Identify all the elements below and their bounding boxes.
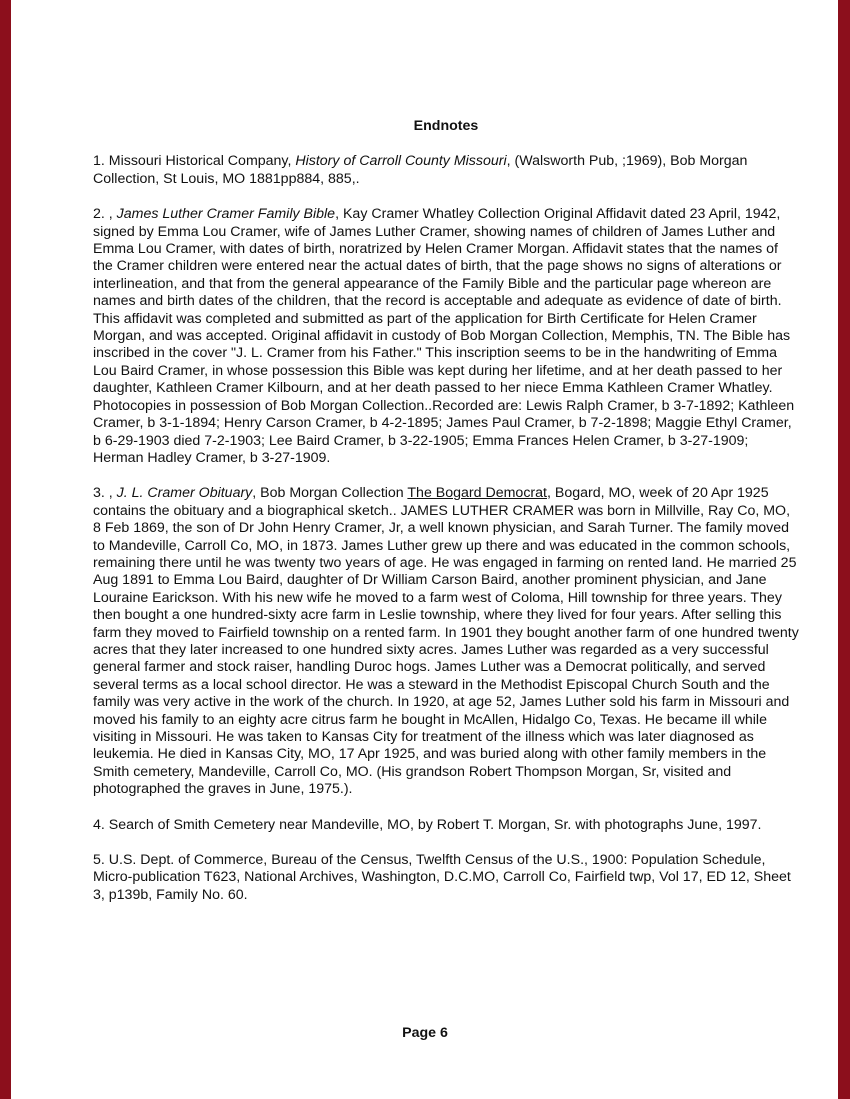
left-page-edge	[0, 0, 11, 1099]
endnote-4-text: 4. Search of Smith Cemetery near Mandeville, MO, by Robert T. Morgan, Sr. with photographs June, 1997.	[93, 816, 762, 833]
endnote-1	[93, 153, 799, 188]
endnote-1-lead: 1. Missouri Historical Company,	[93, 153, 296, 170]
endnote-3-mid: , Bob Morgan Collection	[252, 485, 408, 502]
endnote-3	[93, 485, 799, 798]
endnote-5-text: 5. U.S. Dept. of Commerce, Bureau of the Census, Twelfth Census of the U.S., 1900: Population Schedule, Micro-publication T623, National Archives, Washington, D.C.MO, Carroll Co, Fairfield twp, Vol 17, ED 12, Sheet 3, p139b, Family No. 60.	[93, 852, 791, 903]
endnote-2-title: James Luther Cramer Family Bible	[116, 206, 336, 223]
endnote-5	[93, 852, 799, 904]
endnote-3-rest: , Bogard, MO, week of 20 Apr 1925 contains the obituary and a biographical sketch.. JAMES LUTHER CRAMER was born in Millville, Ray Co, MO, 8 Feb 1869, the son of Dr John Henry Cramer, Jr, a well known physician, and Sarah Turner. The family moved to Mandeville, Carroll Co, MO, in 1873. James Luther grew up there and was educated in the common schools, remaining there until he was twenty two years of age. He was engaged in farming on rented land. He married 25 Aug 1891 to Emma Lou Baird, daughter of Dr William Carson Baird, another prominent physician, and Jane Louraine Earickson. With his new wife he moved to a farm west of Coloma, Hill township for three years. They then bought a one hundred-sixty acre farm in Leslie township, where they lived for four years. After selling this farm they moved to Fairfield township on a rented farm. In 1901 they bought another farm of one hundred twenty acres that they later increased to one hundred sixty acres. James Luther was regarded as a very successful general farmer and stock raiser, handling Duroc hogs. James Luther was a Democrat politically, and served several terms as a local school director. He was a steward in the Methodist Episcopal Church South and the family was very active in the work of the church. In 1920, at age 52, James Luther sold his farm in Missouri and moved his family to an eighty acre citrus farm he bought in McAllen, Hidalgo Co, Texas. He became ill while visiting in Missouri. He was taken to Kansas City for treatment of the illness which was later diagnosed as leukemia. He died in Kansas City, MO, 17 Apr 1925, and was buried along with other family members in the Smith cemetery, Mandeville, Carroll Co, MO. (His grandson Robert Thompson Morgan, Sr, visited and photographed the graves in June, 1975.).	[93, 485, 799, 798]
page-number: Page 6	[402, 1025, 448, 1041]
endnote-3-newspaper: The Bogard Democrat	[407, 485, 547, 502]
endnote-1-title: History of Carroll County Missouri	[295, 153, 507, 170]
right-page-edge	[838, 0, 850, 1099]
endnote-4	[93, 817, 799, 834]
endnote-3-title: J. L. Cramer Obituary	[116, 485, 253, 502]
endnote-3-lead: 3. ,	[93, 485, 117, 502]
endnote-2-lead: 2. ,	[93, 206, 117, 223]
endnote-2	[93, 206, 799, 467]
endnote-1-rest: , (Walsworth Pub, ;1969), Bob Morgan Collection, St Louis, MO 1881pp884, 885,.	[93, 153, 748, 187]
page-title: Endnotes	[413, 118, 479, 134]
endnote-2-rest: , Kay Cramer Whatley Collection Original Affidavit dated 23 April, 1942, signed by Emma Lou Cramer, wife of James Luther Cramer, showing names of children of James Luther and Emma Lou Cramer, with dates of birth, noratrized by Helen Cramer Morgan. Affidavit states that the names of the Cramer children were entered near the actual dates of birth, that the page shows no signs of alterations or interlineation, and that from the general appearance of the Family Bible and the particular page whereon are names and birth dates of the children, that the record is acceptable and adequate as evidence of date of birth. This affidavit was completed and submitted as part of the application for Birth Certificate for Helen Cramer Morgan, and was accepted. Original affidavit in custody of Bob Morgan Collection, Memphis, TN. The Bible has inscribed in the cover "J. L. Cramer from his Father." This inscription seems to be in the handwriting of Emma Lou Baird Cramer, in whose possession this Bible was kept during her lifetime, and at her death passed to her daughter, Kathleen Cramer Kilbourn, and at her death passed to her niece Emma Kathleen Cramer Whatley. Photocopies in possession of Bob Morgan Collection..Recorded are: Lewis Ralph Cramer, b 3-7-1892; Kathleen Cramer, b 3-1-1894; Henry Carson Cramer, b 4-2-1895; James Paul Cramer, b 7-2-1898; Maggie Ethyl Cramer, b 6-29-1903 died 7-2-1903; Lee Baird Cramer, b 3-22-1905; Emma Frances Helen Cramer, b 3-27-1909; Herman Hadley Cramer, b 3-27-1909.	[93, 206, 795, 466]
endnotes-page	[93, 118, 799, 922]
